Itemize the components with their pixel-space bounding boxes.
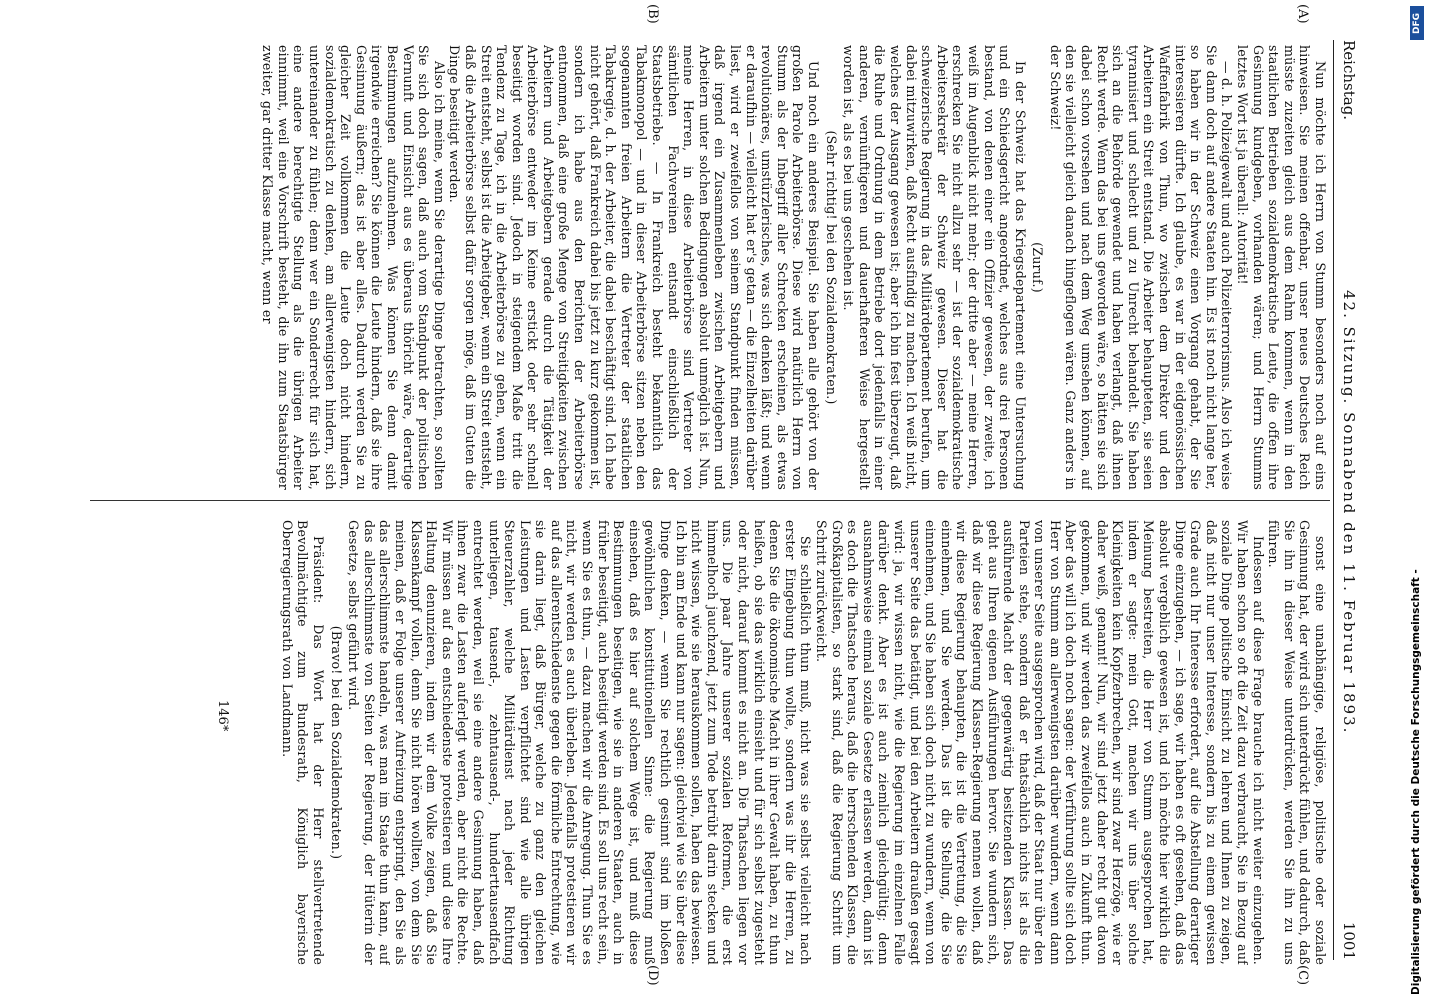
paragraph: Und noch ein anderes Beispiel. Sie haben alle gehört von der großen Parole Arbeiterbörse. Diese wird natürlich Herrn von Stumm als der Inbegriff aller Schrecken erscheinen, als etwas revolutionäres, umstürzlerisches, was sich denken läßt; und wenn er daraufhin — vielleicht hat er's getan — die Einzelheiten darüber liest, wird er zweifellos von seinem Standpunkt finden müssen, daß irgend ein Zusammenleben zwischen Arbeitgebern und Arbeitern unter solchen Bedingungen absolut unmöglich ist. Nun, meine Herren, in diese Arbeiterbörse sind Vertreter von sämtlichen Fachvereinen entsandt einschließlich der Staatsbetriebe. — In Frankreich besteht bekanntlich das Tabakmonopol — und in dieser Arbeiterbörse sitzen neben den sogenannten freien Arbeitern die Vertreter der staatlichen Tabakregie, d. h. der Arbeiter, die dabei beschäftigt sind. Ich habe nicht gehört, daß Frankreich dabei bis jetzt zu kurz gekommen ist, sondern ich habe aus den Berichten der Arbeiterbörse entnommen, daß eine große Menge von Streitigkeiten zwischen Arbeitern und Arbeitgebern gerade durch die Tätigkeit der Arbeiterbörse entweder im Keime erstickt oder sehr schnell beseitigt worden sind. Jedoch in steigendem Maße tritt die Tendenz zu Tage, ich in die Arbeiterbörse zu gehen, wenn ein Streit entsteht, selbst ist die Arbeitgeber, wenn ein Streit entsteht, daß die Arbeiterbörse selbst dafür sorgen möge, daß im Guten die Dinge beseitigt werden. bbox=[447, 45, 821, 490]
sidebar-credit-text: Digitalisierung gefördert durch die Deutsche Forschungsgemeinschaft - bbox=[1410, 569, 1422, 995]
paragraph: Also ich meine, wenn Sie derartige Dinge betrachten, so sollten Sie sich doch sagen, daß auch vom Standpunkt der politischen Vernunft und Einsicht aus es überaus thöricht wäre, derartige Bestimmungen aufzunehmen. Was können Sie denn damit irgendwie erreichen? Sie können die Leute hindern, daß sie ihre Gesinnung äußern; das ist aber alles. Dadurch werden Sie zu gleicher Zeit vollkommen die Leute doch nicht hindern, sozialdemokratisch zu denken, am allerwenigsten hindern, sich untereinander zu fühlen; denn wer ein Sonderrecht für sich hat, eine andere berechtigte Stellung als die übrigen Arbeiter einnimmt, weil eine Vorschrift besteht, die ihn zum Staatsbürger zweiter, gar dritter Klasse macht, wenn er bbox=[260, 45, 447, 490]
paragraph: In der Schweiz hat das Kriegsdepartement eine Untersuchung und ein Schiedsgericht angeordnet, welches aus drei Personen bestand, von denen einer ein Offizier gewesen, der zweite, ich weiß im Augenblick nicht mehr; der dritte aber — meine Herren, erschrecken Sie nicht allzu sehr — ist der sozialdemokratische Arbeitersekretär der Schweiz gewesen. Dieser hat die schweizerische Regierung in das Militärdepartement berufen, um dabei mitzuwirken, daß Recht ausfindig zu machen. Ich weiß nicht, welches der Ausgang gewesen ist; aber ich bin fest überzeugt, daß die Ruhe und Ordnung in dem Betriebe dort jedenfalls in einer anderen, vernünftigeren und dauerhafteren Weise hergestellt worden ist, als es bei uns geschehen ist. bbox=[841, 45, 1028, 490]
interjection: (Bravo! bei den Sozialdemokraten.) bbox=[328, 625, 344, 860]
interjection: (Sehr richtig! bei den Sozialdemokraten.) bbox=[823, 130, 839, 405]
paragraph: Nun möchte ich Herrn von Stumm besonders noch auf eins hinweisen. Sie meinen offenbar, unser neues Deutsches Reich müsste zuzeiten gleich aus dem Rahm kommen, wenn in den staatlichen Betrieben sozialdemokratische Leute, die offen ihre Gesinnung kundgeben, vorhanden wären; und Herrn Stumms letztes Wort ist ja überall: Autorität! bbox=[1235, 45, 1328, 490]
left-column bbox=[98, 45, 1328, 490]
margin-marker-c: (C) bbox=[1295, 965, 1310, 986]
page-number: 1001 bbox=[1340, 921, 1358, 960]
column-divider bbox=[90, 500, 1330, 501]
header-center: 42. Sitzung. Sonnabend den 11. Februar 1893. bbox=[1340, 290, 1358, 735]
paragraph: Sie schließlich thun muß, nicht was sie selbst vielleicht nach erster Eingebung thun wollte, sondern was ihr die Herren, zu denen Sie die ökonomische Macht in ihrer Gewalt haben, zu thun heißen, ob sie das wirklich einsieht und für sich selbst zugesteht oder nicht, darauf kommt es nicht an. Die Thatsachen liegen vor uns. Die paar Jahre unserer sozialen Reformen, die erst himmelhoch jauchzend, jetzt zum Tode betrübt darin stecken und nicht wissen, wie sie herauskommen sollen, haben das bewiesen. Ich bin am Ende und kann nur sagen: gleichviel wie Sie über diese Dinge denken, — wenn Sie rechtlich gesinnt sind im bloßen gewöhnlichen konstitutionellen Sinne: die Regierung muß einsehen, daß es hier auf solchem Wege ist, und muß diese Bestimmungen beseitigen, wie sie in anderen Staaten, auch in früher beseitigt, auch beseitigt werden sind. Es soll uns recht sein, wenn Sie es thun, — dazu machen wir die Anregung. Thun Sie es nicht, wir werden es auch überleben. Jedenfalls protestieren wir auf das allerentschiedenste gegen die förmliche Entrechtung, wie sie darin liegt, daß Bürger, welche zu ganz den gleichen Leistungen und Lasten verpflichtet sind wie alle übrigen Steuerzahler, welche Militärdienst nach jeder Richtung unterliegen, tausend-, zehntausend-, hunderttausendfach entrechtet werden, weil sie eine andere Gesinnung haben, daß ihnen zwar die Lasten auferlegt werden, aber nicht die Rechte. Wir müssen auf das entschiedenste protestieren und diese Ihre Haltung denunzieren, indem wir dem Volke zeigen, daß Sie Klassenkampf vollen, denn Sie nicht hören wollten, von dem Sie meinen, daß er Folge unserer Aufreizung entspringt, den Sie als das allerschlimmste handeln, was man im Staate thun kann, auf das allerschlimmste von Seiten der Regierung, der Hüterin der Gesetze, selbst geführt wird. bbox=[346, 520, 814, 965]
interjection: (Zuruf.) bbox=[1030, 242, 1046, 293]
digitization-sidebar bbox=[1400, 0, 1432, 1000]
signature-mark: 146* bbox=[215, 700, 230, 732]
margin-marker-b: (B) bbox=[645, 4, 660, 24]
page-header bbox=[1333, 40, 1360, 960]
right-column bbox=[98, 520, 1328, 965]
paragraph: — d. h. Polizeigewalt und auch Polizeiterrorismus. Also ich weise Sie dann doch auf andere Staaten hin. Es ist noch nicht lange her, so haben wir in der Schweiz einen Vorgang gehabt, der Sie interessieren dürfte. Ich glaube, es war in der eidgenössischen Waffenfabrik von Thun, wo zwischen dem Direktor und den Arbeitern ein Streit entstand. Die Arbeiter behaupteten, sie seien tyrannisiert und schlecht und zu Unrecht behandelt. Sie haben sich an die Behörde gewendet und haben verlangt, daß ihnen Recht werde. Wenn das bei uns geworden wäre, so hätten sie sich dabei schon vorsehen und nach dem Weg umsehen können, auf den sie vielleicht gleich danach hingeflogen wären. Ganz anders in der Schweiz! bbox=[1047, 45, 1235, 490]
dfg-logo: DFG bbox=[1410, 6, 1424, 40]
header-left: Reichstag. bbox=[1340, 40, 1358, 121]
margin-marker-d: (D) bbox=[645, 965, 660, 986]
paragraph: Indessen auf diese Frage brauche ich nicht weiter einzugehen. Wir haben schon so oft die Zeit dazu verbraucht, Sie in Bezug auf soziale Dinge politische Einsicht zu lehren und Ihnen zu zeigen, daß nicht nur unser Interesse, sondern bis zu einem gewissen Grade auch Ihr Interesse erfordert, auf die Abstellung derartiger Dinge einzugehen, — ich sage, wir haben es oft gesehen, daß das absolut vergeblich gewesen ist, und ich möchte hier wirklich die Meinung bestreiten, die Herr von Stumm ausgesprochen hat, indem er sagte: mein Gott, machen wir uns über solche Kleinigkeiten kein Kopfzerbrechen, wir sind zwar Herzöge, wie er daher weiß, genannt! Nun, wir sind jetzt daher recht gut davon gekommen, und wir werden das zweifellos auch in Zukunft thun. Aber das will ich doch noch sagen: der Verführung sollte sich doch Herr von Stumm am allerwenigsten darüber wundern, wenn dann von unserer Seite ausgesprochen wird, daß der Staat nur über den Parteien stehe, sondern daß er thatsächlich nichts ist als die ausführende Macht der gegenwärtig besitzenden Klassen. Das geht aus Ihren eigenen Ausführungen hervor. Sie wundern sich, daß wir diese Regierung Klassen-Regierung nennen wollen, daß wir diese Regierung behaupten, die ist die Vertretung, die Sie einnehmen, und Sie werden. Das ist die Stellung, die Sie einnehmen, und Sie haben sich doch nicht zu wundern, wenn von unserer Seite das betätigt, und bei den Arbeitern draußen gesagt wird: ja, wir wissen nicht, wie die Regierung im einzelnen Falle darüber denkt. Aber es ist auch ziemlich gleichgültig; denn ausnahmsweise einmal soziale Gesetze erlassen werden, dann ist es doch die Thatsache heraus, daß die herrschenden Klassen, die Großkapitalisten, so stark sind, daß die Regierung Schritt um Schritt zurückweicht. bbox=[814, 520, 1266, 965]
margin-marker-a: (A) bbox=[1295, 4, 1310, 24]
paragraph: sonst eine unabhängige, religiöse, politische oder soziale Gesinnung hat, der wird sich unterdrückt fühlen, und dadurch, daß Sie ihn in dieser Weise unterdrücken, werden Sie ihn zu uns führen. bbox=[1266, 520, 1328, 965]
paragraph: Präsident: Das Wort hat der Herr stellvertretende Bevollmächtigte zum Bundesrath, Königlich bayerische Oberregierungsrath von Landmann. bbox=[279, 520, 326, 965]
